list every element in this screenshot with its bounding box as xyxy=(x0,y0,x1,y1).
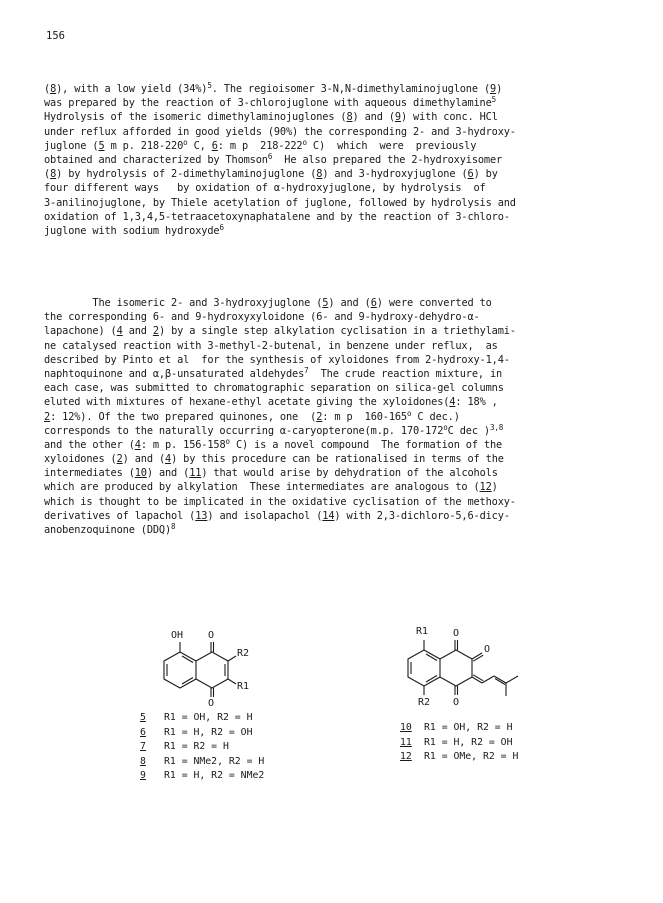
text-run: m p. 218-220 xyxy=(104,139,184,152)
text-line xyxy=(44,466,624,480)
compound-row xyxy=(140,770,264,785)
compound-ref: 11 xyxy=(189,467,202,480)
r1-label: R1 xyxy=(416,626,429,637)
text-line xyxy=(44,125,624,139)
text-run: each case, was submitted to chromatographic separation on silica-gel columns xyxy=(44,382,504,395)
compound-ref: 8 xyxy=(346,111,353,124)
text-run: ( xyxy=(44,83,51,95)
text-run: : 18% , xyxy=(455,396,498,409)
compound-ref: 9 xyxy=(394,111,401,124)
compound-row xyxy=(400,751,518,766)
compound-ref: 4 xyxy=(134,438,141,451)
text-line xyxy=(44,438,624,452)
compound-number: 11 xyxy=(400,736,412,748)
text-run: juglone ( xyxy=(44,139,99,152)
text-run: four different ways by oxidation of α-hydroxyjuglone, by hydrolysis of xyxy=(44,182,486,195)
text-run: was prepared by the reaction of 3-chlorojuglone with aqueous dimethylamine xyxy=(44,97,492,110)
text-run: The crude reaction mixture, in xyxy=(308,367,503,380)
superscript: 3,8 xyxy=(490,422,504,432)
compound-substituents: R1 = H, R2 = NMe2 xyxy=(164,770,265,781)
text-line xyxy=(44,210,624,224)
text-run: ) by a single step alkylation cyclisation in a triethylami- xyxy=(158,325,516,338)
text-line xyxy=(44,139,624,153)
text-run: ) by this procedure can be rationalised in terms of the xyxy=(171,453,504,466)
text-run: . The regioisomer 3-N,N-dimethylaminojuglone ( xyxy=(211,83,491,95)
compound-row xyxy=(400,722,518,737)
text-line xyxy=(44,82,624,96)
text-line xyxy=(44,495,624,509)
compound-number: 9 xyxy=(140,770,146,781)
text-run: ) and ( xyxy=(146,467,190,480)
text-run: : m p 218-222 xyxy=(217,139,303,152)
compound-substituents: R1 = H, R2 = OH xyxy=(424,736,513,748)
superscript: 5 xyxy=(491,95,497,105)
text-run: under reflux afforded in good yields (90%) the corresponding 2- and 3-hydroxy- xyxy=(44,125,516,138)
text-run: the corresponding 6- and 9-hydroxyxyloidone (6- and 9-hydroxy-dehydro-α- xyxy=(44,311,480,324)
compound-ref: 4 xyxy=(165,453,172,466)
compound-ref: 8 xyxy=(316,168,323,181)
compound-ref: 12 xyxy=(479,481,492,494)
compound-ref: 8 xyxy=(50,168,57,181)
text-run: ) and ( xyxy=(122,453,166,466)
text-line xyxy=(44,523,624,537)
compound-ref: 2 xyxy=(44,410,51,423)
carbonyl-o-bottom-label: O xyxy=(208,698,215,708)
text-run: xyloidones ( xyxy=(44,453,117,466)
compound-ref: 6 xyxy=(370,297,377,309)
text-line xyxy=(44,324,624,338)
text-line xyxy=(44,509,624,523)
compound-ref: 8 xyxy=(50,83,57,95)
text-run: ) xyxy=(491,481,498,494)
superscript: 6 xyxy=(267,151,273,161)
text-run: C dec ) xyxy=(447,424,490,437)
text-run: : 12%). Of the two prepared quinones, one ( xyxy=(50,410,317,423)
text-run: juglone with sodium hydroxyde xyxy=(44,224,220,237)
compound-row xyxy=(140,756,264,771)
text-line xyxy=(44,381,624,395)
text-line xyxy=(44,181,624,195)
text-run: 3-anilinojuglone, by Thiele acetylation of juglone, followed by hydrolysis and xyxy=(44,196,516,209)
text-run: derivatives of lapachol ( xyxy=(44,509,196,522)
compound-ref: 14 xyxy=(322,509,335,522)
text-run: ) and isolapachol ( xyxy=(207,509,323,522)
compound-number: 5 xyxy=(140,712,146,723)
structure-intermediate xyxy=(398,616,538,708)
oh-label: OH xyxy=(171,630,184,641)
text-run: He also prepared the 2-hydroxyisomer xyxy=(272,153,503,166)
superscript: o xyxy=(302,137,307,147)
r2-label: R2 xyxy=(418,697,431,708)
text-run: and the other ( xyxy=(44,438,135,451)
compound-ref: 2 xyxy=(152,325,159,338)
text-run: which are produced by alkylation These intermediates are analogous to ( xyxy=(44,481,480,494)
text-line xyxy=(44,480,624,494)
text-line xyxy=(44,424,624,438)
compound-number: 10 xyxy=(400,722,412,733)
text-run: : m p 160-165 xyxy=(322,410,407,423)
text-line xyxy=(44,167,624,181)
text-line xyxy=(44,339,624,353)
carbonyl-o-top-label: O xyxy=(453,628,460,639)
compound-ref: 4 xyxy=(449,396,456,409)
text-run: obtained and characterized by Thomson xyxy=(44,153,268,166)
text-run: oxidation of 1,3,4,5-tetraacetoxynaphatalene and by the reaction of 3-chloro- xyxy=(44,210,510,223)
compound-ref: 13 xyxy=(195,509,208,522)
compound-substituents: R1 = OH, R2 = H xyxy=(424,722,513,733)
text-run: ) xyxy=(496,83,503,95)
compound-row xyxy=(140,727,264,742)
text-run: ) and ( xyxy=(328,297,371,309)
compound-list-left xyxy=(140,712,264,785)
text-run: lapachone) ( xyxy=(44,325,117,338)
text-line xyxy=(44,153,624,167)
text-line xyxy=(44,224,624,238)
compound-ref: 4 xyxy=(116,325,123,338)
superscript: 7 xyxy=(304,365,309,375)
text-run: ) and 3-hydroxyjuglone ( xyxy=(322,168,468,181)
text-line xyxy=(44,367,624,381)
compound-ref: 6 xyxy=(211,139,218,152)
text-run: naphtoquinone and α,β-unsaturated aldehydes xyxy=(44,367,305,380)
compound-number: 12 xyxy=(400,751,412,762)
superscript: o xyxy=(407,408,412,418)
text-line xyxy=(44,395,624,409)
compound-substituents: R1 = H, R2 = OH xyxy=(164,726,253,738)
r1-label: R1 xyxy=(237,681,250,692)
text-line xyxy=(44,110,624,124)
text-run: ) that would arise by dehydration of the alcohols xyxy=(201,467,498,480)
compound-substituents: R1 = OMe, R2 = H xyxy=(424,751,519,762)
text-run: ) were converted to xyxy=(376,297,492,309)
carbonyl-o-ring-label: O xyxy=(484,644,491,655)
compound-number: 6 xyxy=(140,726,146,738)
compound-ref: 2 xyxy=(116,453,123,466)
text-line xyxy=(44,296,624,310)
text-run: ), with a low yield (34%) xyxy=(56,83,208,95)
text-run: ) by hydrolysis of 2-dimethylaminojuglone ( xyxy=(56,168,317,181)
compound-row xyxy=(140,712,264,727)
text-run: ne catalysed reaction with 3-methyl-2-butenal, in benzene under reflux, as xyxy=(44,339,498,352)
r2-label: R2 xyxy=(237,648,250,659)
compound-number: 8 xyxy=(140,755,146,767)
text-run: ) by xyxy=(473,168,498,181)
text-run: corresponds to the naturally occurring α-caryopterone(m.p. 170-172 xyxy=(44,424,444,437)
compound-number: 7 xyxy=(140,741,146,752)
text-run: ) and ( xyxy=(352,111,395,124)
compound-ref: 10 xyxy=(134,467,147,480)
superscript: o xyxy=(183,137,188,147)
text-run: C, xyxy=(187,139,212,152)
paragraph-1 xyxy=(44,82,624,238)
text-line xyxy=(44,96,624,110)
text-run: : m p. 156-158 xyxy=(140,438,226,451)
structure-juglone xyxy=(148,622,268,708)
text-line xyxy=(44,310,624,324)
compound-row xyxy=(400,737,518,752)
text-run: C) which were previously xyxy=(306,139,477,152)
text-line xyxy=(44,353,624,367)
superscript: 6 xyxy=(219,222,224,232)
compound-substituents: R1 = OH, R2 = H xyxy=(164,712,253,723)
page-number: 156 xyxy=(46,30,65,42)
compound-ref: 6 xyxy=(467,168,474,181)
text-run: anobenzoquinone (DDQ) xyxy=(44,524,172,536)
text-run: eluted with mixtures of hexane-ethyl acetate giving the xyloidones( xyxy=(44,396,450,409)
compound-substituents: R1 = NMe2, R2 = H xyxy=(164,755,265,767)
text-run: ) with 2,3-dichloro-5,6-dicy- xyxy=(334,509,510,522)
compound-substituents: R1 = R2 = H xyxy=(164,741,229,752)
compound-ref: 5 xyxy=(322,297,329,309)
carbonyl-o-top-label: O xyxy=(208,630,215,641)
paragraph-2 xyxy=(44,296,624,537)
superscript: o xyxy=(225,436,230,446)
text-line xyxy=(44,452,624,466)
compound-list-right xyxy=(400,722,518,766)
superscript: 5 xyxy=(207,81,212,90)
text-run: The isomeric 2- and 3-hydroxyjuglone ( xyxy=(44,297,323,309)
structure-intermediate-drawing xyxy=(398,616,538,708)
structure-juglone-drawing xyxy=(148,622,268,708)
compound-ref: 9 xyxy=(490,83,497,95)
text-run: C dec.) xyxy=(411,410,460,423)
superscript: o xyxy=(443,422,448,432)
compound-ref: 2 xyxy=(316,410,323,423)
text-run: C) is a novel compound The formation of the xyxy=(229,438,503,451)
text-run: which is thought to be implicated in the oxidative cyclisation of the methoxy- xyxy=(44,495,516,508)
text-run: and xyxy=(122,325,153,338)
text-run: described by Pinto et al for the synthesis of xyloidones from 2-hydroxy-1,4- xyxy=(44,353,510,366)
compound-row xyxy=(140,741,264,756)
text-run: ( xyxy=(44,168,51,181)
text-run: intermediates ( xyxy=(44,467,135,480)
text-line xyxy=(44,196,624,210)
carbonyl-o-bottom-label: O xyxy=(453,697,460,708)
text-run: Hydrolysis of the isomeric dimethylaminojuglones ( xyxy=(44,111,347,124)
text-line xyxy=(44,410,624,424)
text-run: ) with conc. HCl xyxy=(400,111,498,124)
compound-ref: 5 xyxy=(98,139,105,152)
superscript: 8 xyxy=(171,522,176,531)
